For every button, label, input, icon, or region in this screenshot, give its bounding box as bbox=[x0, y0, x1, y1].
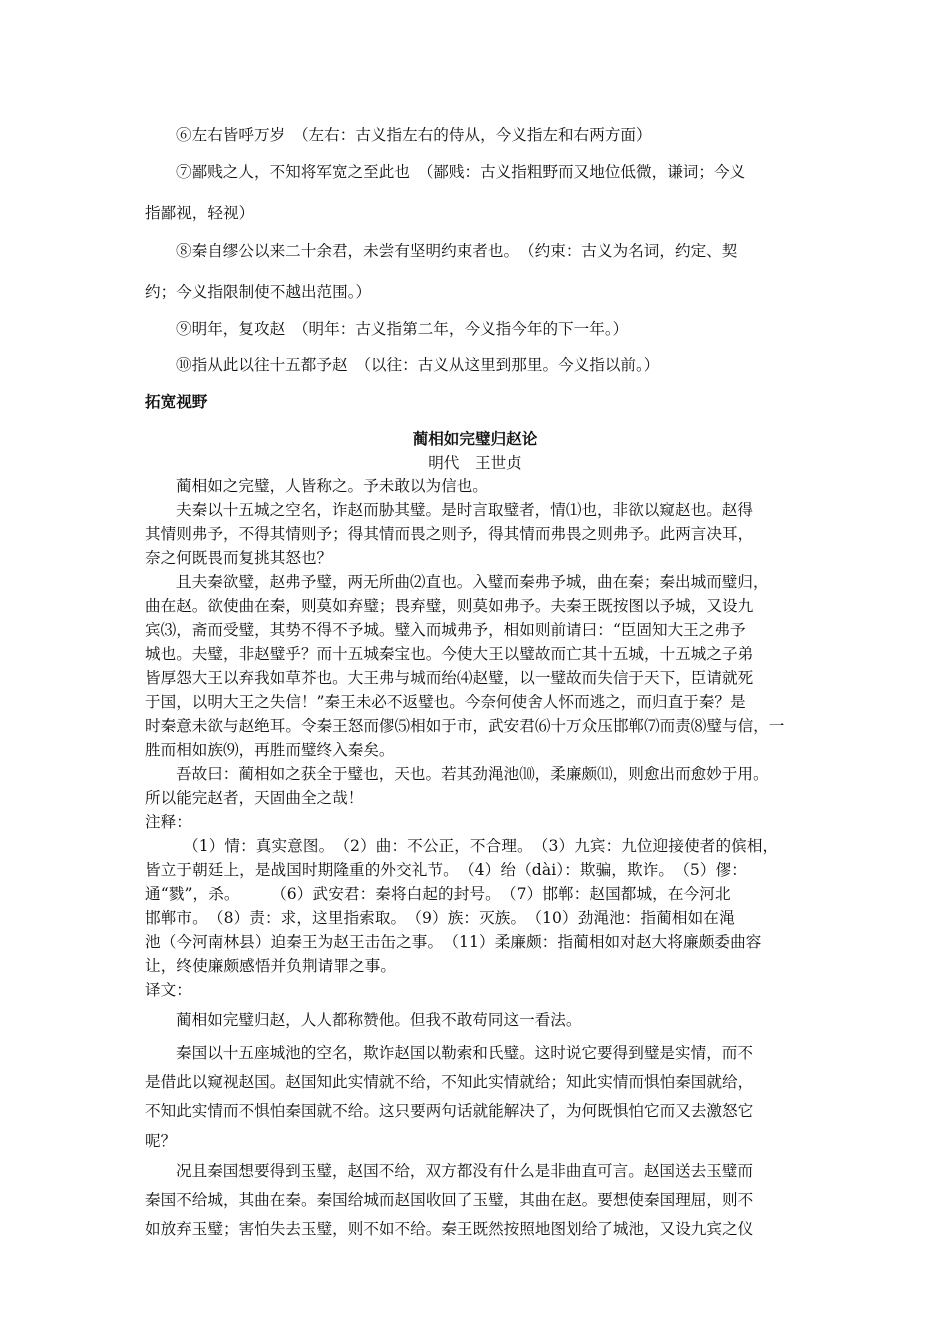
essay-line: 曲在赵。欲使曲在秦，则莫如弃璧；畏弃璧，则莫如弗予。夫秦王既按图以予城，又设九 bbox=[145, 597, 754, 615]
translation-line: 秦国不给城，其曲在秦。秦国给城而赵国收回了玉璧，其曲在赵。要想使秦国理屈，则不 bbox=[145, 1191, 754, 1209]
essay-line: 皆厚怨大王以弃我如草芥也。大王弗与城而绐⑷赵璧，以一璧故而失信于天下，臣请就死 bbox=[145, 669, 754, 687]
essay-line: 蔺相如之完璧，人皆称之。予未敢以为信也。 bbox=[176, 477, 488, 495]
note-line: （1）情：真实意图。 （2）曲：不公正，不合理。 （3）九宾：九位迎接使者的傧相， bbox=[183, 837, 779, 855]
vocab-line: ⑩指从此以往十五都予赵 （以往：古义从这里到那里。今义指以前。） bbox=[176, 356, 660, 374]
section-title: 拓宽视野 bbox=[145, 393, 208, 411]
essay-line: 其情则弗予，不得其情则予；得其情而畏之则予，得其情而弗畏之则弗予。此两言决耳， bbox=[145, 525, 754, 543]
translation-line: 蔺相如完璧归赵，人人都称赞他。但我不敢苟同这一看法。 bbox=[176, 1011, 582, 1029]
essay-line: 时秦意未欲与赵绝耳。令秦王怒而僇⑸相如于市，武安君⑹十万众压邯郸⑺而责⑻璧与信，一 bbox=[145, 717, 785, 735]
note-line: 邯郸市。 （8）责：求，这里指索取。 （9）族：灭族。 （10）劲渑池：指蔺相如在渑 bbox=[145, 909, 735, 927]
essay-author: 明代 王世贞 bbox=[428, 454, 522, 472]
translation-line: 况且秦国想要得到玉璧，赵国不给，双方都没有什么是非曲直可言。赵国送去玉璧而 bbox=[176, 1162, 753, 1180]
essay-line: 奈之何既畏而复挑其怒也？ bbox=[145, 549, 333, 567]
vocab-line: ⑥左右皆呼万岁 （左右：古义指左右的侍从，今义指左和右两方面） bbox=[176, 126, 652, 144]
translation-line: 秦国以十五座城池的空名，欺诈赵国以勒索和氏璧。这时说它要得到璧是实情，而不 bbox=[176, 1044, 753, 1062]
essay-line: 所以能完赵者，天固曲全之哉！ bbox=[145, 789, 364, 807]
notes-heading: 注释： bbox=[145, 813, 192, 831]
vocab-line: 约；今义指限制使不越出范围。） bbox=[145, 283, 372, 301]
essay-line: 城也。夫璧，非赵璧乎？而十五城秦宝也。今使大王以璧故而亡其十五城，十五城之子弟 bbox=[145, 645, 754, 663]
translation-line: 呢？ bbox=[145, 1132, 177, 1150]
note-line: 让，终使廉颇感悟并负荆请罪之事。 bbox=[145, 957, 397, 975]
translation-line: 如放弃玉璧；害怕失去玉璧，则不如不给。秦王既然按照地图划给了城池，又设九宾之仪 bbox=[145, 1220, 754, 1238]
vocab-line: ⑦鄙贱之人，不知将军宽之至此也 （鄙贱：古义指粗野而又地位低微，谦词；今义 bbox=[176, 163, 746, 181]
essay-title: 蔺相如完璧归赵论 bbox=[412, 430, 538, 448]
essay-line: 吾故曰：蔺相如之获全于璧也，天也。若其劲渑池⑽，柔廉颇⑾，则愈出而愈妙于用。 bbox=[176, 765, 769, 783]
note-line: 池（今河南林县）迫秦王为赵王击缶之事。 （11）柔廉颇：指蔺相如对赵大将廉颇委曲容 bbox=[145, 933, 762, 951]
note-line: 皆立于朝廷上，是战国时期隆重的外交礼节。 （4）绐（dài）：欺骗，欺诈。 （5）僇： bbox=[145, 861, 747, 879]
vocab-line: ⑧秦自缪公以来二十余君，未尝有坚明约束者也。 （约束：古义为名词，约定、契 bbox=[176, 242, 738, 260]
translation-line: 不知此实情而不惧怕秦国就不给。这只要两句话就能解决了，为何既惧怕它而又去激怒它 bbox=[145, 1102, 754, 1120]
vocab-line: 指鄙视，轻视） bbox=[145, 204, 255, 222]
essay-line: 于国，以明大王之失信！”秦王未必不返璧也。今奈何使舍人怀而逃之，而归直于秦？是 bbox=[145, 693, 746, 711]
essay-line: 且夫秦欲璧，赵弗予璧，两无所曲⑵直也。入璧而秦弗予城，曲在秦；秦出城而璧归， bbox=[176, 573, 769, 591]
essay-line: 夫秦以十五城之空名，诈赵而胁其璧。是时言取璧者，情⑴也，非欲以窥赵也。赵得 bbox=[176, 501, 753, 519]
essay-line: 宾⑶，斋而受璧，其势不得不予城。璧入而城弗予，相如则前请曰：“臣固知大王之弗予 bbox=[145, 621, 746, 639]
note-line: 通“戮”，杀。 （6）武安君：秦将白起的封号。 （7）邯郸：赵国都城，在今河北 bbox=[145, 885, 731, 903]
essay-line: 胜而相如族⑼，再胜而璧终入秦矣。 bbox=[145, 741, 395, 759]
vocab-line: ⑨明年，复攻赵 （明年：古义指第二年，今义指今年的下一年。） bbox=[176, 320, 629, 338]
translation-line: 是借此以窥视赵国。赵国知此实情就不给，不知此实情就给；知此实情而惧怕秦国就给， bbox=[145, 1073, 754, 1091]
translation-heading: 译文： bbox=[145, 981, 192, 999]
